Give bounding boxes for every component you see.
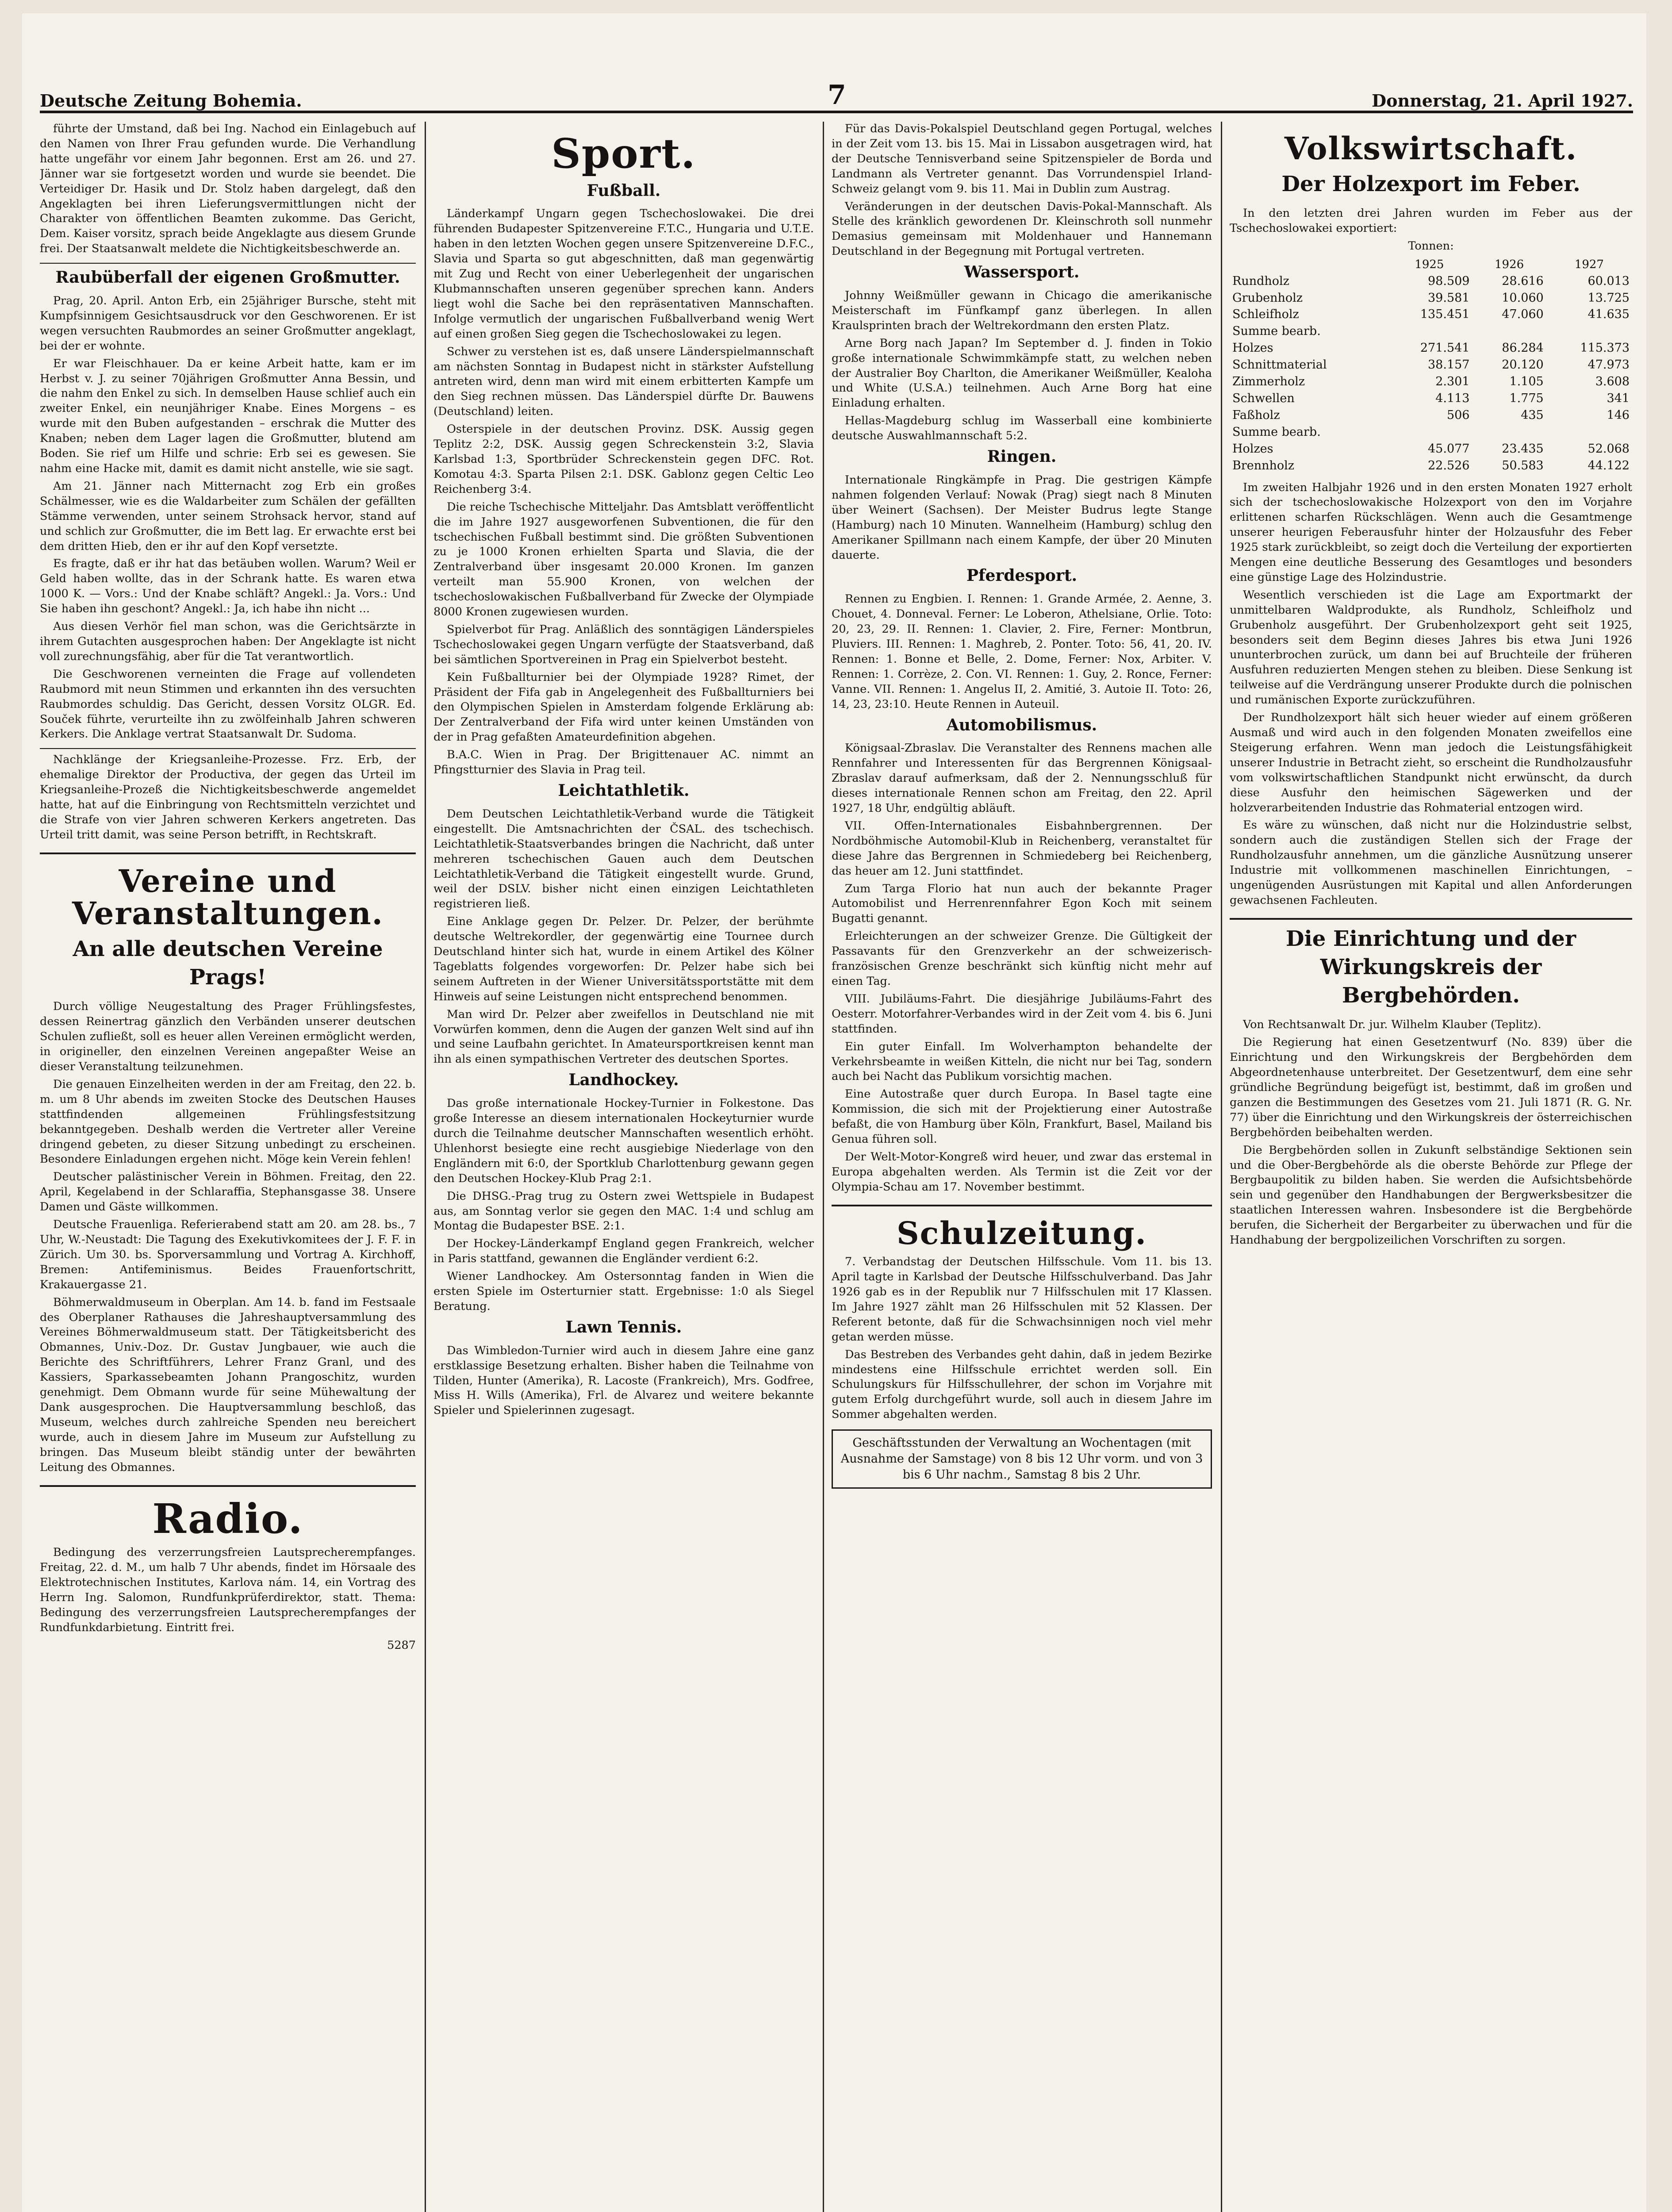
- paragraph: Er war Fleischhauer. Da er keine Arbeit hatte, kam er im Herbst v. J. zu seiner 70jährigen Großmutter Anna Bessin, und die nahm den Enkel zu sich. In demselben Hause schlief auch ein zweiter Enkel, ein neunjähriger Knabe. Eines Morgens – es wurde mit den Buben aufgestanden – erschrak die Mutter des Knaben; neben dem Lager lagen die Großmutter, blutend am Boden. Sie rief um Hilfe und schrie: Erb sei es gewesen. Sie nahm eine Hacke mit, damit es damit nicht anstelle, wie sie sagt.: [40, 357, 416, 475]
- paragraph: Das Wimbledon-Turnier wird auch in diesem Jahre eine ganz erstklassige Besetzung erhalten. Bisher haben die Teilnahme von Tilden, Hunter (Amerika), R. Lacoste (Frankreich), Mrs. Godfree, Miss H. Wills (Amerika), Frl. de Alvarez und weitere bekannte Spieler und Spielerinnen zugesagt.: [433, 1344, 814, 1417]
- table-cell: 86.284: [1502, 341, 1544, 355]
- paragraph: Osterspiele in der deutschen Provinz. DSK. Aussig gegen Teplitz 2:2, DSK. Aussig gegen Schreckenstein 3:2, Slavia Karlsbad 1:3, Sportbrüder Schreckenstein gegen DFC. Rot. Komotau 4:3. Sparta Pilsen 2:1. DSK. Gablonz gegen Celtic Leo Reichenberg 3:4.: [433, 422, 814, 496]
- table-row: [1230, 340, 1632, 357]
- row-label: Faßholz: [1232, 408, 1280, 422]
- paragraph: Deutsche Frauenliga. Referierabend statt am 20. am 28. bs., 7 Uhr, W.-Neustadt: Die Tagung des Exekutivkomitees der J. F. F. in Zürich. Um 30. bs. Sporversammlung und Vortrag A. Kirchhoff, Bremen: Antifeminismus. Beides Frauenfortschritt, Krakauergasse 21.: [40, 1218, 416, 1291]
- table-cell: 10.060: [1502, 291, 1544, 305]
- column-2: [433, 122, 814, 2212]
- paragraph: Deutscher palästinischer Verein in Böhmen. Freitag, den 22. April, Kegelabend in der Schlaraffia, Stephansgasse 38. Unsere Damen und Gäste willkommen.: [40, 1170, 416, 1214]
- paragraph: Johnny Weißmüller gewann in Chicago die amerikanische Meisterschaft im Fünfkampf ganz überlegen. In allen Kraulsprinten brach der Weltrekordmann den ersten Platz.: [832, 289, 1212, 332]
- row-label: Zimmerholz: [1232, 375, 1305, 389]
- page-number: 7: [828, 80, 846, 111]
- paragraph: Die reiche Tschechische Mitteljahr. Das Amtsblatt veröffentlicht die im Jahre 1927 ausgeworfenen Subventionen, die für den tschechischen Fußball bestimmt sind. Die größten Subventionen zu je 1000 Kronen erhielten Sparta und Slavia, die der Zentralverband über insgesamt 20.000 Kronen. Im ganzen verteilt man 55.900 Kronen, von welchen der tschechoslowakischen Fußballverband für Zwecke der Olympiade 8000 Kronen zugewiesen wurden.: [433, 500, 814, 619]
- office-hours-notice: Geschäftsstunden der Verwaltung an Wochentagen (mit Ausnahme der Samstage) von 8 bis 12 Uhr vorm. und von 3 bis 6 Uhr nachm., Samstag 8 bis 2 Uhr.: [832, 1429, 1212, 1489]
- paragraph: B.A.C. Wien in Prag. Der Brigittenauer AC. nimmt an Pfingstturnier des Slavia in Prag teil.: [433, 748, 814, 777]
- paragraph: Nachklänge der Kriegsanleihe-Prozesse. Frz. Erb, der ehemalige Direktor der Productiva, der gegen das Urteil im Kriegsanleihe-Prozeß die Nichtigkeitsbeschwerde angemeldet hatte, hat auf die Einbringung von Rechtsmitteln verzichtet und die Strafe von vier Jahren schweren Kerkers angetreten. Das Urteil tritt damit, was seine Person betrifft, in Rechtskraft.: [40, 753, 416, 841]
- paragraph: Die DHSG.-Prag trug zu Ostern zwei Wettspiele in Budapest aus, am Sonntag verlor sie gegen den MAC. 1:4 und schlug am Montag die Budapester BSE. 2:1.: [433, 1189, 814, 1233]
- column-rule: [1221, 122, 1222, 2212]
- table-cell: 13.725: [1588, 291, 1630, 305]
- table-cell: 98.509: [1428, 274, 1470, 288]
- divider: [1230, 918, 1632, 920]
- section-title-vereine: Vereine und Veranstaltungen.: [72, 862, 384, 932]
- row-label: Brennholz: [1232, 458, 1295, 472]
- table-row: [1230, 441, 1632, 457]
- table-cell: 1.105: [1509, 375, 1544, 389]
- paragraph: Für das Davis-Pokalspiel Deutschland gegen Portugal, welches in der Zeit vom 13. bis 15. Mai in Lissabon ausgetragen wird, hat der Deutsche Tennisverband seine Spitzenspieler de Borda und Landmann als Vertreter genannt. Das Vorrundenspiel Irland-Schweiz gelangt vom 9. bis 11. Mai in Dublin zum Austrag.: [832, 122, 1212, 196]
- table-header: 1925: [1415, 258, 1444, 272]
- table-cell: 45.077: [1428, 442, 1470, 456]
- subheadline-ringen: Ringen.: [987, 447, 1057, 466]
- table-header: [1230, 257, 1386, 273]
- subheadline-holzexport: Der Holzexport im Feber.: [1281, 171, 1580, 196]
- row-label: Schnittmaterial: [1232, 358, 1327, 372]
- table-cell: 4.113: [1435, 391, 1470, 405]
- paragraph: In den letzten drei Jahren wurden im Feber aus der Tschechoslowakei exportiert:: [1230, 207, 1632, 235]
- paragraph: Spielverbot für Prag. Anläßlich des sonntägigen Länderspieles Tschechoslowakei gegen Ungarn verfügte der Staatsverband, daß bei sämtlichen Sportvereinen in Prag ein Spielverbot besteht.: [433, 622, 814, 666]
- table-cell: 47.060: [1502, 307, 1544, 322]
- paragraph: Das Bestreben des Verbandes geht dahin, daß in jedem Bezirke mindestens eine Hilfsschule errichtet werden soll. Ein Schulungskurs für Hilfsschullehrer, der schon im Vorjahre mit gutem Erfolg durchgeführt wurde, soll auch in diesem Jahre im Sommer abgehalten werden.: [832, 1348, 1212, 1421]
- row-label: Rundholz: [1232, 274, 1289, 288]
- paragraph: Am 21. Jänner nach Mitternacht zog Erb ein großes Schälmesser, wie es die Waldarbeiter zum Schälen der gefällten Stämme verwenden, unter seinem Strohsack hervor, stand auf und schlich zur Großmutter, die im Bett lag. Er erwachte erst bei dem dritten Hieb, den er ihr auf den Kopf versetzte.: [40, 479, 416, 553]
- table-cell: 3.608: [1595, 375, 1630, 389]
- column-4: [1230, 122, 1632, 2212]
- column-1: [40, 122, 416, 2212]
- column-3: [832, 122, 1212, 2212]
- byline: Von Rechtsanwalt Dr. jur. Wilhelm Klauber (Teplitz).: [1243, 1018, 1542, 1032]
- paragraph: Das große internationale Hockey-Turnier in Folkestone. Das große Interesse an diesem internationalen Hockeyturnier wurde durch die Teilnahme deutscher Mannschaften wesentlich erhöht. Uhlenhorst besiegte eine recht ausgiebige Niederlage von den Engländern mit 6:0, der Sportklub Charlottenburg gewann gegen den Deutschen Hockey-Klub Prag 2:1.: [433, 1097, 814, 1185]
- paragraph: Es wäre zu wünschen, daß nicht nur die Holzindustrie selbst, sondern auch die zuständigen Stellen sich der Frage der Rundholzausfuhr annehmen, um die gänzliche Ausnützung unserer Industrie mit vollkommenen maschinellen Einrichtungen, – ungenügenden Ausrüstungen mit Kapital und allen Anforderungen gewachsenen Fachleuten.: [1230, 818, 1632, 907]
- paragraph: VIII. Jubiläums-Fahrt. Die diesjährige Jubiläums-Fahrt des Oesterr. Motorfahrer-Verbandes wird in der Zeit vom 4. bis 6. Juni stattfinden.: [832, 992, 1212, 1036]
- paragraph: Böhmerwaldmuseum in Oberplan. Am 14. b. fand im Festsaale des Oberplaner Rathauses die Jahreshauptversammlung des Vereines Böhmerwaldmuseum statt. Der Tätigkeitsbericht des Obmannes, Univ.-Doz. Dr. Gustav Jungbauer, wie auch die Berichte des Schriftführers, Lehrer Franz Granl, und des Kassiers, Sparkassebeamten Johann Prangoschitz, wurden genehmigt. Dem Obmann wurde für seine Mühewaltung der Dank ausgesprochen. Die Hauptversammlung beschloß, das Museum, welches durch zahlreiche Spenden neu bereichert wurde, auch in diesem Jahre im Museum zur Aufstellung zu bringen. Das Museum bleibt ständig unter der bewährten Leitung des Obmannes.: [40, 1295, 416, 1474]
- paragraph: Hellas-Magdeburg schlug im Wasserball eine kombinierte deutsche Auswahlmannschaft 5:2.: [832, 414, 1212, 443]
- paragraph: VII. Offen-Internationales Eisbahnbergrennen. Der Nordböhmische Automobil-Klub in Reichenberg, veranstaltet für diese Jahre das Bergrennen in Schmiedeberg bei Reichenberg, das heuer am 12. Juni stattfindet.: [832, 819, 1212, 878]
- paragraph: Ein guter Einfall. Im Wolverhampton behandelte der Verkehrsbeamte in weißen Kitteln, die nicht nur bei Tag, sondern auch bei Nacht das Publikum vorsichtig machen.: [832, 1040, 1212, 1083]
- paragraph: Wesentlich verschieden ist die Lage am Exportmarkt der unmittelbaren Waldprodukte, als Rundholz, Schleifholz und Grubenholz ausgeführt. Der Grubenholzexport geht seit 1925, besonders seit dem Beginn dieses Jahres bis etwa Juni 1926 ununterbrochen zurück, um dann bei auf Bruchteile der früheren Ausfuhren reduzierten Mengen stehen zu bleiben. Diese Senkung ist teilweise auf die Verdrängung unserer Produkte durch die polnischen und rumänischen Exporte zurückzuführen.: [1230, 588, 1632, 707]
- row-label: Grubenholz: [1232, 291, 1303, 305]
- subheadline-fussball: Fußball.: [587, 181, 661, 200]
- subheadline: An alle deutschen Vereine Prags!: [73, 936, 383, 990]
- table-row: [1230, 373, 1632, 390]
- table-header: 1927: [1574, 258, 1604, 272]
- paragraph: Wiener Landhockey. Am Ostersonntag fanden in Wien die ersten Spiele im Osterturnier statt. Ergebnisse: 1:0 als Siegel Beratung.: [433, 1270, 814, 1313]
- paragraph: Es fragte, daß er ihr hat das betäuben wollen. Warum? Weil er Geld haben wollte, das in der Schrank hatte. Es waren etwa 1000 K. — Vors.: Und der Knabe schläft? Angekl.: Ja. Vors.: Und Sie haben ihn geschont? Angekl.: Ja, ich habe ihn nicht ...: [40, 557, 416, 616]
- divider: [40, 853, 416, 854]
- subheadline-automobilismus: Automobilismus.: [946, 715, 1097, 734]
- divider: [40, 263, 416, 264]
- table-cell: 1.775: [1509, 391, 1544, 405]
- paragraph: Eine Autostraße quer durch Europa. In Basel tagte eine Kommission, die sich mit der Projektierung einer Autostraße befaßt, die von Hamburg über Köln, Frankfurt, Basel, Mailand bis Genua führen soll.: [832, 1087, 1212, 1146]
- table-cell: 39.581: [1428, 291, 1470, 305]
- paragraph: Die Geschworenen verneinten die Frage auf vollendeten Raubmord mit neun Stimmen und erkannten ihn des versuchten Raubmordes schuldig. Das Gericht, dessen Vorsitz OLGR. Ed. Souček führte, verurteilte ihn zu zwölfeinhalb Jahren schweren Kerkers. Die Anklage vertrat Staatsanwalt Dr. Sudoma.: [40, 667, 416, 741]
- table-row: [1230, 306, 1632, 323]
- table-cell: 506: [1446, 408, 1470, 422]
- table-cell: 435: [1521, 408, 1544, 422]
- headline-bergbehoerden: Die Einrichtung und der Wirkungskreis der Bergbehörden.: [1285, 926, 1576, 1008]
- paragraph: Königsaal-Zbraslav. Die Veranstalter des Rennens machen alle Rennfahrer und Interessenten für das Bergrennen Königsaal-Zbraslav darauf aufmerksam, daß der 2. Nennungsschluß für dieses internationale Rennen schon am Freitag, den 22. April 1927, 18 Uhr, endgültig abläuft.: [832, 741, 1212, 815]
- paragraph: Man wird Dr. Pelzer aber zweifellos in Deutschland nie mit Vorwürfen kommen, denn die Augen der ganzen Welt sind auf ihn und seine Laufbahn gerichtet. In Amateursportkreisen kennt man ihn als einen sympathischen Vertreter des deutschen Sportes.: [433, 1007, 814, 1066]
- subheadline-tennis: Lawn Tennis.: [565, 1317, 682, 1336]
- table-unit: Tonnen:: [1408, 239, 1454, 253]
- divider: [40, 748, 416, 749]
- article-continuation: führte der Umstand, daß bei Ing. Nachod ein Einlagebuch auf den Namen von Ihrer Frau gefunden wurde. Die Verhandlung hatte ungefähr vor einem Jahr begonnen. Erst am 26. und 27. Jänner war sie fortgesetzt worden und wurde sie beendet. Die Verteidiger Dr. Hasik und Dr. Stolz haben dargelegt, daß den Angeklagten bei ihren Lieferungsvermittlungen nicht der Charakter von öffentlichen Beamten zukomme. Das Gericht, Dem. Kaiser vorsitz, sprach beide Angeklagte aus diesem Grunde frei. Der Staatsanwalt meldete die Nichtigkeitsbeschwerde an.: [40, 122, 416, 256]
- paragraph: Zum Targa Florio hat nun auch der bekannte Prager Automobilist und Herrenrennfahrer Egon Koch mit seinem Bugatti genannt.: [832, 882, 1212, 926]
- paragraph: Schwer zu verstehen ist es, daß unsere Länderspielmannschaft am nächsten Sonntag in Budapest nicht in stärkster Aufstellung antreten wird, denn man wird mit einem erbitterten Kampfe um den Sieg rechnen müssen. Das Länderspiel dürfte Dr. Bauwens (Deutschland) leiten.: [433, 345, 814, 419]
- row-label: Schleifholz: [1232, 307, 1299, 322]
- paragraph: Erleichterungen an der schweizer Grenze. Die Gültigkeit der Passavants für den Grenzverkehr an der schweizerisch-französischen Grenze beschränkt sich künftig nicht mehr auf einen Tag.: [832, 929, 1212, 988]
- paragraph: Aus diesen Verhör fiel man schon, was die Gerichtsärzte in ihrem Gutachten ausgesprochen haben: Der Angeklagte ist nicht voll zurechnungsfähig, aber für die Tat verantwortlich.: [40, 620, 416, 663]
- paragraph: Der Rundholzexport hält sich heuer wieder auf einem größeren Ausmaß und wird auch in den folgenden Monaten zweifellos eine Steigerung erfahren. Wenn man jedoch die Leistungsfähigkeit unserer Industrie in Betracht zieht, so erscheint die Rundholzausfuhr vom volkswirtschaftlichen Standpunkt nicht erwünscht, da durch diese Ausfuhr den heimischen Sägewerken und der holzverarbeitenden Industrie das Rohmaterial entzogen wird.: [1230, 711, 1632, 814]
- table-cell: 115.373: [1580, 341, 1630, 355]
- table-cell: 271.541: [1420, 341, 1470, 355]
- page-header: [40, 80, 1633, 113]
- divider: [832, 1205, 1212, 1206]
- paragraph: Der Hockey-Länderkampf England gegen Frankreich, welcher in Paris stattfand, gewannen die Engländer verdient 6:2.: [433, 1237, 814, 1266]
- paragraph: Die Regierung hat einen Gesetzentwurf (No. 839) über die Einrichtung und den Wirkungskreis der Bergbehörden dem Abgeordnetenhause unterbreitet. Der Gesetzentwurf, dem eine sehr gründliche Begründung beigefügt ist, bestimmt, daß im großen und ganzen die Bestimmungen des Gesetzes vom 21. Juli 1871 (R. G. Nr. 77) über die Einrichtung und den Wirkungskreis der österreichischen Bergbehörden beibehalten werden.: [1230, 1036, 1632, 1139]
- table-cell: 22.526: [1428, 458, 1470, 472]
- row-label: Holzes: [1232, 341, 1273, 355]
- table-row: [1230, 457, 1632, 474]
- column-rule: [425, 122, 426, 2212]
- paragraph: Eine Anklage gegen Dr. Pelzer. Dr. Pelzer, der berühmte deutsche Weltrekordler, der gegenwärtig eine Tournee durch Deutschland hinter sich hat, wurde in einem Artikel des Kölner Tageblatts folgendes vorgeworfen: Dr. Pelzer habe sich bei seinem Auftreten in der Wiener Universitätssportstätte mit dem Hinweis auf seine Leistungen nicht entsprechend benommen.: [433, 915, 814, 1003]
- paragraph: Durch völlige Neugestaltung des Prager Frühlingsfestes, dessen Reinertrag gänzlich den Verbänden unserer deutschen Schulen zufließt, soll es heuer allen Vereinen ermöglicht werden, in origineller, den einzelnen Vereinen angepaßter Weise an dieser Veranstaltung teilzunehmen.: [40, 1000, 416, 1074]
- headline-robbery: Raubüberfall der eigenen Großmutter.: [55, 268, 400, 287]
- table-row: [1230, 357, 1632, 373]
- subheadline-landhockey: Landhockey.: [568, 1071, 679, 1090]
- subheadline-wassersport: Wassersport.: [964, 263, 1080, 282]
- table-row: [1230, 273, 1632, 290]
- paragraph: Arne Borg nach Japan? Im September d. J. finden in Tokio große internationale Schwimmkämpfe statt, zu welchen neben der Australier Boy Charlton, die Amerikaner Weißmüller, Kealoha und White (U.S.A.) teilnehmen. Auch Arne Borg hat eine Einladung erhalten.: [832, 336, 1212, 410]
- newspaper-page: [22, 13, 1646, 2212]
- paragraph: Internationale Ringkämpfe in Prag. Die gestrigen Kämpfe nahmen folgenden Verlauf: Nowak (Prag) siegt nach 8 Minuten über Weinert (Sachsen). Der Meister Budrus legte Stange (Hamburg) nach 10 Minuten. Wannelheim (Hamburg) schlug den Amerikaner Spillmann nach einem Kampfe, der über 20 Minuten dauerte.: [832, 473, 1212, 562]
- row-label: Holzes: [1232, 442, 1273, 456]
- paragraph: Im zweiten Halbjahr 1926 und in den ersten Monaten 1927 erholt sich der tschechoslowakische Holzexport von den im Vorjahre erlittenen scharfen Rückschlägen. Wenn auch die Gesamtmenge unserer heurigen Feberausfuhr hinter der Holzausfuhr des Feber 1925 stark zurückbleibt, so zeigt doch die Verteilung der exportierten Mengen eine deutliche Besserung des Gesamtloges und besonders eine günstige Lage des Holzindustrie.: [1230, 480, 1632, 584]
- paragraph: Kein Fußballturnier bei der Olympiade 1928? Rimet, der Präsident der Fifa gab in Angelegenheit des Fußballturniers bei den Olympischen Spielen in Amsterdam folgende Erklärung ab: Der Zentralverband der Fifa wird unter keinen Umständen von der in Prag gefaßten Amateurdefinition abgehen.: [433, 670, 814, 744]
- newspaper-name: Deutsche Zeitung Bohemia.: [40, 91, 302, 111]
- table-cell: 135.451: [1420, 307, 1470, 322]
- table-row: [1230, 290, 1632, 307]
- table-cell: 28.616: [1502, 274, 1544, 288]
- table-cell: 20.120: [1502, 358, 1544, 372]
- paragraph: Der Welt-Motor-Kongreß wird heuer, und zwar das erstemal in Europa abgehalten werden. Als Termin ist die Zeit vor der Olympia-Schau am 17. November bestimmt.: [832, 1150, 1212, 1194]
- table-cell: 50.583: [1502, 458, 1544, 472]
- table-cell: 146: [1607, 408, 1630, 422]
- paragraph: Veränderungen in der deutschen Davis-Pokal-Mannschaft. Als Stelle des kränklich gewordenen Dr. Kleinschroth soll nunmehr Demasius gemeinsam mit Moldenhauer und Hannemann Deutschland in der Begegnung mit Portugal vertreten.: [832, 200, 1212, 258]
- table-row: [1230, 390, 1632, 407]
- paragraph: Rennen zu Engbien. I. Rennen: 1. Grande Armée, 2. Aenne, 3. Chouet, 4. Donneval. Ferner: Le Loberon, Athelsiane, Orlie. Toto: 20, 23, 29. II. Rennen: 1. Clavier, 2. Fire, Ferner: Montbrun, Pluviers. III. Rennen: 1. Maghreb, 2. Ponter. Toto: 56, 41, 20. IV. Rennen: 1. Bonne et Belle, 2. Dome, Ferner: Nox, Arbiter. V. Rennen: 1. Corrèze, 2. Con. VI. Rennen: 1. Guy, 2. Ronce, Ferner: Vanne. VII. Rennen: 1. Angelus II, 2. Amitié, 3. Autoie II. Toto: 26, 14, 23, 23:10. Heute Rennen in Auteuil.: [832, 592, 1212, 711]
- table-group-label: Summe bearb.: [1232, 425, 1321, 439]
- divider: [40, 1485, 416, 1487]
- row-label: Schwellen: [1232, 391, 1295, 405]
- table-cell: 2.301: [1435, 375, 1470, 389]
- column-rule: [823, 122, 824, 2212]
- table-cell: 47.973: [1588, 358, 1630, 372]
- paragraph: Bedingung des verzerrungsfreien Lautsprecherempfanges. Freitag, 22. d. M., um halb 7 Uhr abends, findet im Hörsaale des Elektrotechnischen Institutes, Karlova nám. 14, ein Vortrag des Herrn Ing. Salomon, Rundfunkprüferdirektor, statt. Thema: Bedingung des verzerrungsfreien Lautsprecherempfanges der Rundfunkdarbietung. Eintritt frei.: [40, 1546, 416, 1634]
- table-cell: 44.122: [1588, 458, 1630, 472]
- table-cell: 23.435: [1502, 442, 1544, 456]
- table-cell: 41.635: [1588, 307, 1630, 322]
- export-table: [1230, 257, 1632, 474]
- paragraph: Länderkampf Ungarn gegen Tschechoslowakei. Die drei führenden Budapester Spitzenvereine F.T.C., Hungaria und U.T.E. haben in den letzten Wochen gegen unsere Spitzenvereine D.F.C., Slavia und Sparta so gut abgeschnitten, daß man gegenwärtig mit Zug und Recht von einer Ueberlegenheit der ungarischen Klubmannschaften unseren gegenüber sprechen kann. Anders liegt wohl die Sache bei den repräsentativen Mannschaften. Infolge vermutlich der ungarischen Fußballverband wenig Wert auf einen großen Sieg gegen die Tschechoslowakei zu legen.: [433, 207, 814, 341]
- subheadline-pferdesport: Pferdesport.: [966, 566, 1078, 585]
- table-row: [1230, 407, 1632, 424]
- issue-date: Donnerstag, 21. April 1927.: [1372, 91, 1633, 111]
- table-cell: 52.068: [1588, 442, 1630, 456]
- table-cell: 60.013: [1588, 274, 1630, 288]
- ad-number: 5287: [387, 1638, 416, 1652]
- table-cell: 38.157: [1428, 358, 1470, 372]
- table-group-label: Summe bearb.: [1232, 324, 1321, 338]
- table-cell: 341: [1607, 391, 1630, 405]
- section-title-schulzeitung: Schulzeitung.: [897, 1214, 1147, 1252]
- section-title-radio: Radio.: [152, 1494, 303, 1543]
- paragraph: Die genauen Einzelheiten werden in der am Freitag, den 22. b. m. um 8 Uhr abends im zweiten Stocke des Deutschen Hauses stattfindenden allgemeinen Frühlingsfestsitzung bekanntgegeben. Deshalb werden die Vertreter aller Vereine dringend gebeten, zu dieser Sitzung unbedingt zu erscheinen. Besondere Einladungen ergehen nicht. Möge kein Verein fehlen!: [40, 1077, 416, 1166]
- paragraph: Die Bergbehörden sollen in Zukunft selbständige Sektionen sein und die Ober-Bergbehörde als die oberste Behörde zur Pflege der Bergbaupolitik zu bilden haben. Sie werden die Aufsichtsbehörde sein und gegenüber den Handhabungen der Bergwerksbesitzer die staatlichen Interessen wahren. Insbesondere ist die Bergbehörde berufen, die Sicherheit der Bergarbeiter zu überwachen und für die Handhabung der bergpolizeilichen Vorschriften zu sorgen.: [1230, 1143, 1632, 1247]
- paragraph: Dem Deutschen Leichtathletik-Verband wurde die Tätigkeit eingestellt. Die Amtsnachrichten der ČSAL. des tschechisch. Leichtathletik-Staatsverbandes bringen die Nachricht, daß unter mehreren tschechischen Gauen auch dem Deutschen Leichtathletik-Verband die Tätigkeit eingestellt wurde. Grund, weil der DSLV. bisher nicht einen einzigen Leichtathleten registrieren ließ.: [433, 807, 814, 911]
- section-title-volkswirtschaft: Volkswirtschaft.: [1284, 130, 1578, 167]
- section-title-sport: Sport.: [551, 130, 696, 177]
- table-header: 1926: [1495, 258, 1524, 272]
- paragraph: 7. Verbandstag der Deutschen Hilfsschule. Vom 11. bis 13. April tagte in Karlsbad der Deutsche Hilfsschulverband. Das Jahr 1926 gab es in der Republik nur 7 Hilfsschulen mit 17 Klassen. Im Jahre 1927 zählt man 26 Hilfsschulen mit 52 Klassen. Der Referent betonte, daß für die Schwachsinnigen noch viel mehr getan werden müsse.: [832, 1255, 1212, 1344]
- paragraph: Prag, 20. April. Anton Erb, ein 25jähriger Bursche, steht mit Kumpfsinnigem Gesichtsausdruck vor den Geschworenen. Er ist wegen versuchten Raubmordes an seiner Großmutter angeklagt, bei der er wohnte.: [40, 294, 416, 353]
- subheadline-leichtathletik: Leichtathletik.: [558, 781, 690, 800]
